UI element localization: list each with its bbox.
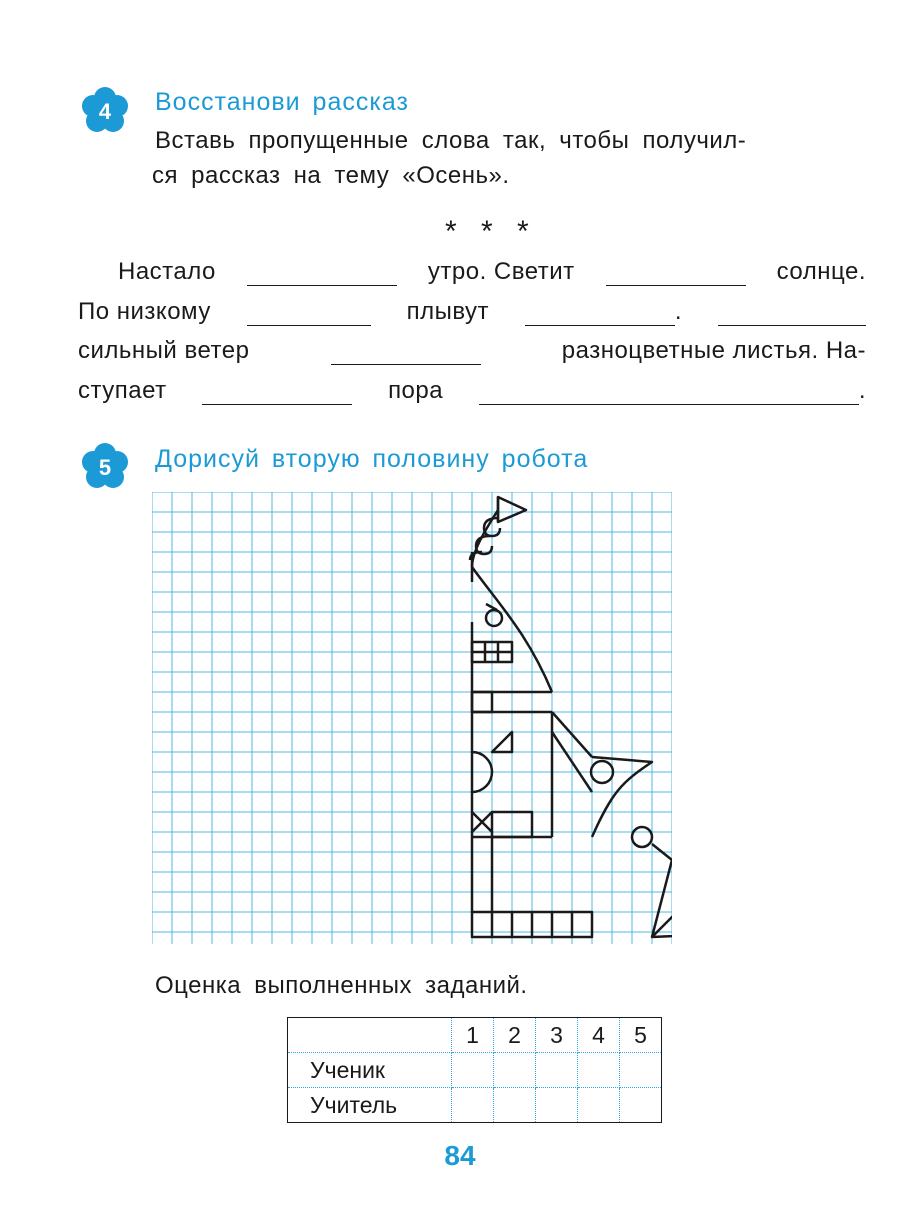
drawing-grid[interactable] (152, 492, 672, 944)
story-line-2 (78, 298, 866, 326)
story-text: утро. Светит (427, 258, 575, 285)
flower-badge-icon (80, 86, 130, 136)
table-row (288, 1088, 662, 1123)
score-cell[interactable] (452, 1053, 494, 1088)
blank-field[interactable] (247, 265, 397, 286)
task-5-badge (80, 442, 130, 492)
story-line-1 (118, 258, 866, 286)
story-text: Настало (118, 258, 216, 285)
table-row (288, 1053, 662, 1088)
column-header: 5 (620, 1018, 662, 1053)
blank-field[interactable] (525, 305, 675, 326)
story-text: солнце. (776, 258, 866, 285)
flower-badge-icon (80, 442, 130, 492)
page-number: 84 (444, 1140, 476, 1171)
task-4-instruction-1: Вставь пропущенные слова так, чтобы получил- (155, 127, 747, 154)
story-text: пора (388, 377, 444, 404)
task-5-title: Дорисуй вторую половину робота (155, 445, 589, 473)
robot-half-drawing (470, 497, 672, 937)
story-text: плывут (406, 298, 490, 325)
score-cell[interactable] (620, 1053, 662, 1088)
column-header: 2 (494, 1018, 536, 1053)
table-corner-cell (288, 1018, 452, 1053)
story-line-3 (78, 337, 866, 365)
story-text: . (674, 298, 683, 325)
assessment-title: Оценка выполненных заданий. (155, 972, 528, 999)
blank-field[interactable] (479, 384, 859, 405)
score-cell[interactable] (494, 1053, 536, 1088)
story-text: ступает (78, 377, 167, 404)
column-header: 4 (578, 1018, 620, 1053)
row-label-student: Ученик (288, 1053, 452, 1088)
story-text: По низкому (78, 298, 211, 325)
task-4-instruction-2: ся рассказ на тему «Осень». (152, 162, 510, 189)
score-cell[interactable] (578, 1053, 620, 1088)
score-cell[interactable] (536, 1088, 578, 1123)
score-cell[interactable] (578, 1088, 620, 1123)
task-4-title: Восстанови рассказ (155, 88, 409, 116)
svg-text:5: 5 (98, 455, 112, 480)
table-header-row (288, 1018, 662, 1053)
score-cell[interactable] (620, 1088, 662, 1123)
blank-field[interactable] (247, 305, 371, 326)
score-cell[interactable] (536, 1053, 578, 1088)
blank-field[interactable] (202, 384, 352, 405)
svg-text:4: 4 (98, 99, 112, 124)
column-header: 3 (536, 1018, 578, 1053)
task-4-badge (80, 86, 130, 136)
score-cell[interactable] (452, 1088, 494, 1123)
column-header: 1 (452, 1018, 494, 1053)
blank-field[interactable] (331, 344, 481, 365)
row-label-teacher: Учитель (288, 1088, 452, 1123)
story-line-4 (78, 377, 866, 405)
blank-field[interactable] (606, 265, 746, 286)
assessment-table (287, 1017, 662, 1123)
blank-field[interactable] (718, 305, 866, 326)
story-text: . (858, 377, 866, 404)
robot-grid-drawing (152, 492, 672, 944)
story-text: сильный ветер (78, 337, 250, 364)
stars-separator: * * * (445, 215, 537, 248)
story-text: разноцветные листья. На- (561, 337, 866, 364)
score-cell[interactable] (494, 1088, 536, 1123)
